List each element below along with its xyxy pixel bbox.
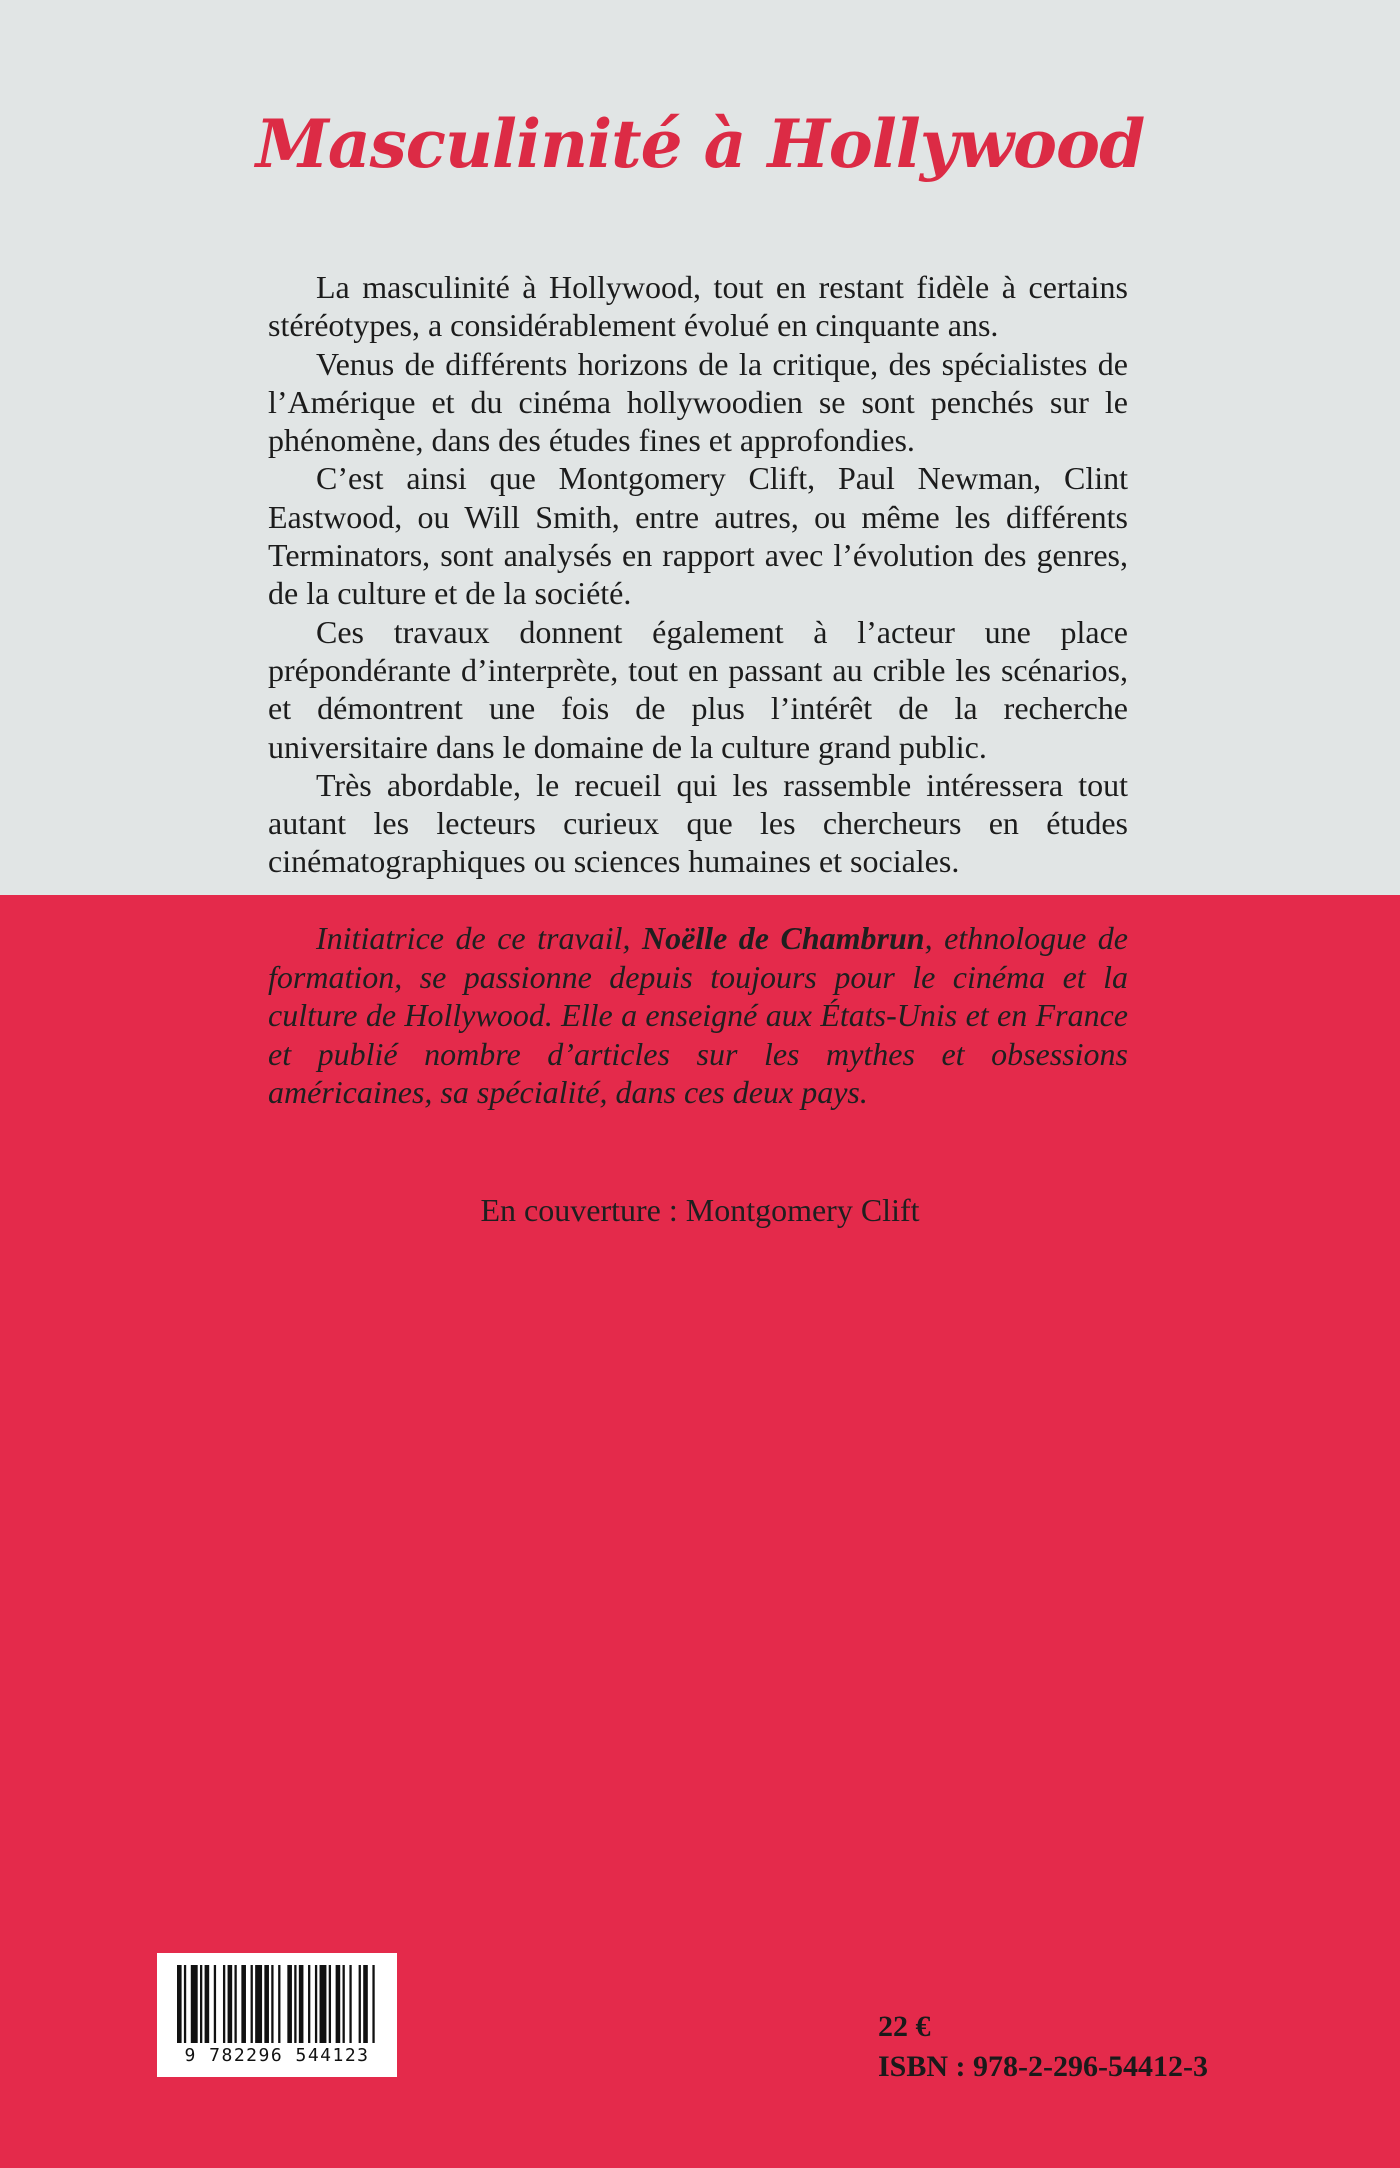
price: 22 € <box>878 2010 931 2043</box>
barcode-bar <box>223 1965 225 2043</box>
barcode <box>157 1953 397 2077</box>
author-name: Noëlle de Chambrun <box>641 920 925 956</box>
summary-paragraph: C’est ainsi que Montgomery Clift, Paul Newman, Clint Eastwood, ou Will Smith, entre autres, ou même les différents Terminators, sont analysés en rapport avec l’évolution des genres, de la culture et de la société. <box>268 460 1128 612</box>
barcode-bar <box>299 1965 304 2043</box>
summary-paragraph: Très abordable, le recueil qui les rassemble intéressera tout autant les lecteurs curieux que les chercheurs en études cinématographiques ou sciences humaines et sociales. <box>268 766 1128 880</box>
barcode-bar <box>372 1965 374 2043</box>
barcode-bar <box>294 1965 296 2043</box>
back-cover-summary <box>268 268 1128 881</box>
isbn: ISBN : 978-2-296-54412-3 <box>878 2050 1208 2083</box>
barcode-bar <box>271 1965 273 2043</box>
barcode-bar <box>184 1965 186 2043</box>
barcode-bar <box>234 1965 236 2043</box>
barcode-bar <box>320 1965 327 2043</box>
barcode-bar <box>315 1965 317 2043</box>
barcode-bars <box>177 1965 377 2043</box>
barcode-bar <box>363 1965 368 2043</box>
barcode-bar <box>228 1965 233 2043</box>
summary-paragraph: Venus de différents horizons de la critique, des spécialistes de l’Amérique et du cinéma hollywoodien se sont penchés sur le phénomène, dans des études fines et approfondies. <box>268 345 1128 459</box>
barcode-bar <box>359 1965 361 2043</box>
barcode-bar <box>241 1965 246 2043</box>
barcode-bar <box>205 1965 210 2043</box>
barcode-bar <box>329 1965 331 2043</box>
barcode-bar <box>349 1965 351 2043</box>
barcode-bar <box>251 1965 253 2043</box>
bio-rest: , ethnologue de formation, se passionne depuis toujours pour le cinéma et la culture de Hollywood. Elle a enseigné aux États-Unis et en France et publié nombre d’articles sur les mythes et obsessions américaines, sa spécialité, dans ces deux pays. <box>268 920 1128 1110</box>
barcode-bar <box>177 1965 182 2043</box>
barcode-bar <box>336 1965 341 2043</box>
barcode-bar <box>191 1965 198 2043</box>
barcode-bar <box>214 1965 216 2043</box>
barcode-digits: 9 782296 544123 <box>184 2045 370 2066</box>
summary-paragraph: Ces travaux donnent également à l’acteur une place prépondérante d’interprète, tout en passant au crible les scénarios, et démontrent une fois de plus l’intérêt de la recherche universitaire dans le domaine de la culture grand public. <box>268 613 1128 765</box>
book-title: Masculinité à Hollywood <box>255 105 1145 183</box>
author-bio-text <box>268 919 1128 1112</box>
author-bio <box>268 919 1128 1112</box>
barcode-bar <box>308 1965 310 2043</box>
barcode-bar <box>200 1965 202 2043</box>
barcode-bar <box>278 1965 280 2043</box>
barcode-bar <box>255 1965 262 2043</box>
barcode-bar <box>287 1965 292 2043</box>
cover-photo-credit: En couverture : Montgomery Clift <box>480 1192 920 1228</box>
barcode-bar <box>264 1965 269 2043</box>
summary-paragraph: La masculinité à Hollywood, tout en restant fidèle à certains stéréotypes, a considérablement évolué en cinquante ans. <box>268 269 1128 344</box>
barcode-bar <box>343 1965 345 2043</box>
bio-intro: Initiatrice de ce travail, <box>316 920 642 956</box>
